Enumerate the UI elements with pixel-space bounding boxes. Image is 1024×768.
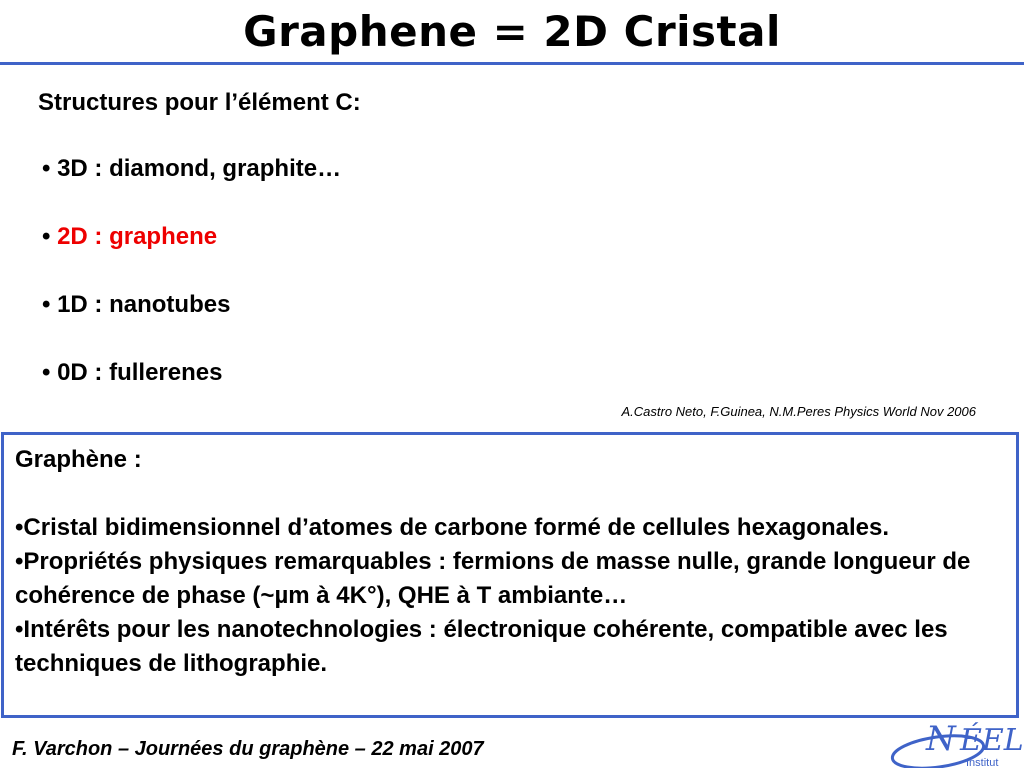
bullet: •	[42, 155, 51, 182]
graphene-info-box	[1, 432, 1019, 718]
reference-citation: A.Castro Neto, F.Guinea, N.M.Peres Physics World Nov 2006	[621, 404, 976, 419]
institut-neel-logo	[888, 716, 1024, 768]
structure-item-text: 2D : graphene	[57, 223, 218, 250]
structure-item-text: 0D : fullerenes	[57, 359, 223, 386]
bullet: •	[42, 291, 51, 318]
structure-item-text: 3D : diamond, graphite…	[57, 155, 342, 182]
svg-text:ÉEL: ÉEL	[960, 723, 1024, 758]
svg-text:Institut: Institut	[966, 757, 999, 768]
box-bullet: •Propriétés physiques remarquables : fermions de masse nulle, grande longueur de cohérence de phase (~µm à 4K°), QHE à T ambiante…	[15, 548, 971, 609]
structure-item-1d	[42, 290, 230, 320]
box-bullet: •Intérêts pour les nanotechnologies : électronique cohérente, compatible avec les techniques de lithographie.	[15, 616, 948, 677]
box-bullet: •Cristal bidimensionnel d’atomes de carbone formé de cellules hexagonales.	[15, 514, 889, 541]
bullet: •	[42, 359, 51, 386]
bullet: •	[42, 223, 51, 250]
slide-title: Graphene = 2D Cristal	[243, 7, 781, 56]
svg-text:N: N	[926, 719, 956, 759]
spacer	[15, 477, 1006, 511]
structure-item-2d	[42, 222, 217, 252]
structures-section	[38, 88, 598, 386]
structure-item-3d	[42, 154, 341, 184]
structure-item-text: 1D : nanotubes	[57, 291, 231, 318]
box-heading: Graphène :	[15, 446, 142, 473]
structures-heading: Structures pour l’élément C:	[38, 89, 361, 116]
title-divider	[0, 62, 1024, 65]
structure-item-0d	[42, 358, 222, 388]
footer-text: F. Varchon – Journées du graphène – 22 mai 2007	[12, 738, 484, 760]
